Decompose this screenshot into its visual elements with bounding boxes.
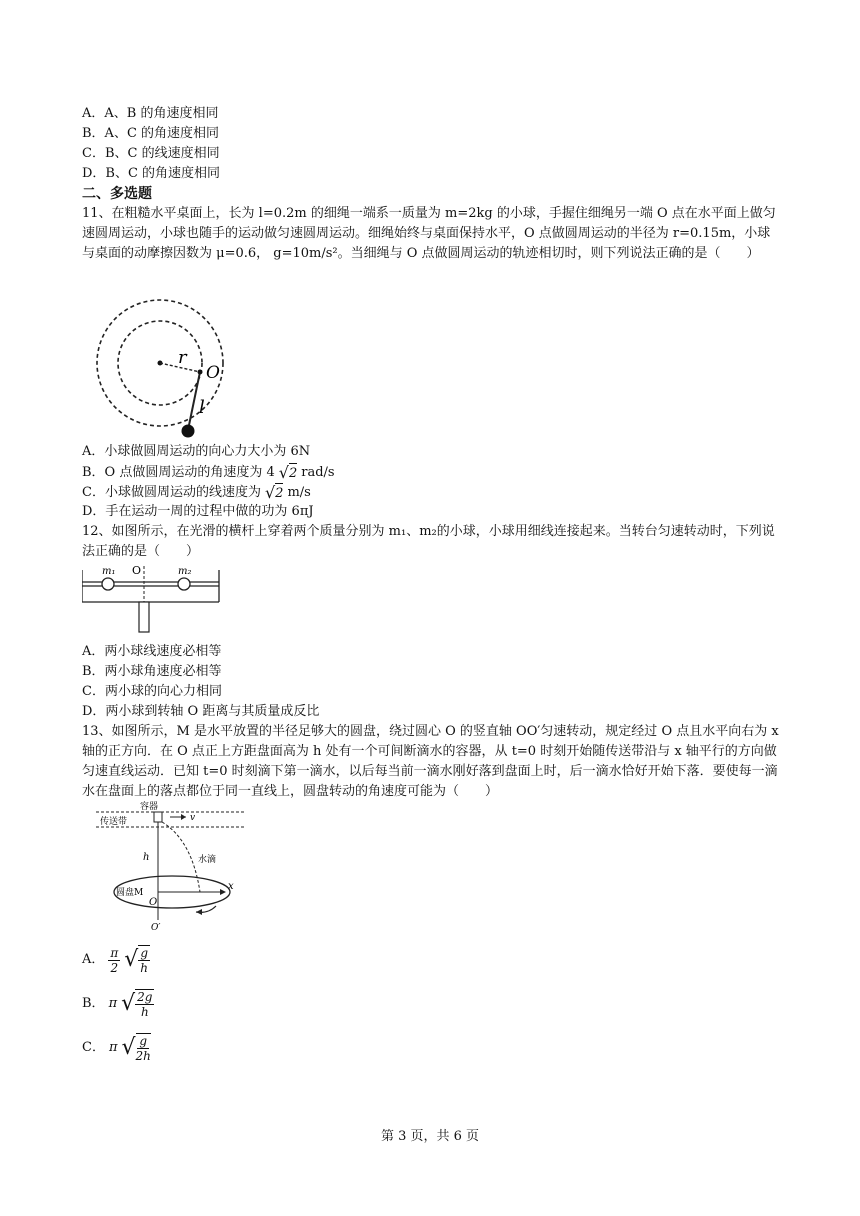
prev-option-b: B．A、C 的角速度相同 [82,126,220,141]
q12-option-b: B．两小球角速度必相等 [82,664,222,679]
svg-text:h: h [143,852,150,863]
section-heading: 二、多选题 [82,186,152,202]
svg-text:v: v [190,813,196,823]
container [154,812,162,822]
drop-path [162,822,200,892]
prev-option-d: D．B、C 的角速度相同 [82,166,221,181]
prev-option-a: A．A、B 的角速度相同 [82,106,219,121]
q12-option-c: C．两小球的向心力相同 [82,684,222,699]
svg-text:x: x [228,881,234,892]
q11-option-b: B．O 点做圆周运动的角速度为 4 √ 2 rad/s [82,463,335,482]
q12-option-d: D．两小球到转轴 O 距离与其质量成反比 [82,704,320,719]
point-o [198,370,203,375]
label-r: r [178,347,187,368]
q13-option-a: A． $\frac{\pi}{2}$ √ $\frac{g}{h}$ [82,945,149,975]
svg-text:m₁: m₁ [102,566,116,577]
q13-figure [96,800,256,932]
svg-text:O: O [132,564,142,577]
svg-text:O: O [149,897,158,908]
svg-text:水滴: 水滴 [198,855,217,865]
q13-text: 13、如图所示，M 是水平放置的半径足够大的圆盘，绕过圆心 O 的竖直轴 OO′匀速转动，规定经过 O 点且水平向右为 x 轴的正方向．在 O 点正上方距盘面高为 h 处有一个可间断滴水的容器，从 t=0 时刻开始随传送带沿与 x 轴平行的方向做匀速直线运动．已知 t=0 时刻滴下第一滴水，以后每当前一滴水刚好落到盘面上时，后一滴水恰好开始下落．要使每一滴水在盘面上的落点都位于同一直线上，圆盘转动的角速度可能为（ ） [82,724,779,799]
ball-m1 [102,578,114,590]
q12-text: 12、如图所示，在光滑的横杆上穿着两个质量分别为 m₁、m₂的小球，小球用细线连接起来。当转台匀速转动时，下列说法正确的是（ ） [82,524,775,559]
label-l: l [199,397,205,418]
q11-option-c: C．小球做圆周运动的线速度为 √ 2 m/s [82,483,311,502]
q12-figure [82,562,222,638]
svg-text:O′: O′ [151,923,161,932]
q11-text: 11、在粗糙水平桌面上，长为 l=0.2m 的细绳一端系一质量为 m=2kg 的小球，手握住细绳另一端 O 点在水平面上做匀速圆周运动，小球也随手的运动做匀速圆周运动。细绳始终与桌面保持水平，O 点做圆周运动的半径为 r=0.15m，小球与桌面的动摩擦因数为 μ=0.6， g=10m/s²。当细绳与 O 点做圆周运动的轨迹相切时，则下列说法正确的是（ ） [82,206,776,261]
ball-m2 [178,578,190,590]
q11-figure [86,296,246,441]
q13-option-b: B． π √ $\frac{2g}{h}$ [82,990,153,1019]
q13-option-c: C． π √ $\frac{g}{2h}$ [82,1034,151,1063]
shaft [139,602,149,632]
svg-text:容器: 容器 [140,802,159,812]
svg-text:m₂: m₂ [178,566,192,577]
q11-option-d: D．手在运动一周的过程中做的功为 6πJ [82,504,314,519]
q11-option-a: A．小球做圆周运动的向心力大小为 6N [82,444,311,459]
svg-text:圆盘M: 圆盘M [116,888,144,898]
page-footer: 第 3 页，共 6 页 [380,1129,480,1144]
svg-text:传送带: 传送带 [100,817,128,827]
q12-option-a: A．两小球线速度必相等 [82,644,222,659]
prev-option-c: C．B、C 的线速度相同 [82,146,220,161]
label-o: O [206,363,220,383]
ball [182,425,195,438]
